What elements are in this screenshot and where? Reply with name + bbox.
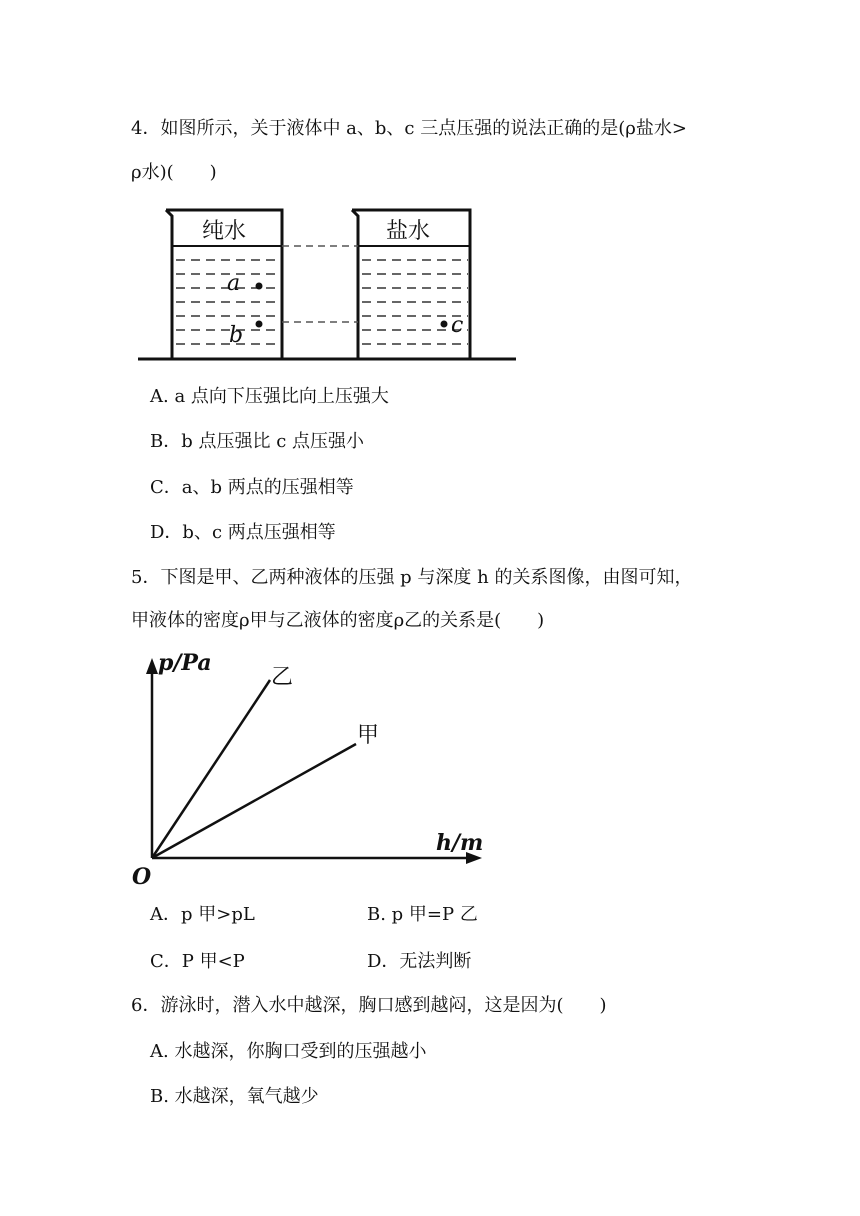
q6-option-a[interactable]: A. 水越深，你胸口受到的压强越小	[150, 1041, 427, 1062]
point-b-dot	[256, 321, 263, 328]
point-a-dot	[256, 283, 263, 290]
q6-stem-line1: 6．游泳时，潜入水中越深，胸口感到越闷，这是因为( )	[131, 995, 607, 1016]
salt-water-label: 盐水	[386, 219, 431, 244]
q4-option-a[interactable]: A. a 点向下压强比向上压强大	[150, 386, 389, 407]
point-c-label: c	[451, 313, 464, 338]
x-axis-label: h/m	[436, 830, 484, 856]
point-c-dot	[441, 321, 448, 328]
q4-stem-line2: ρ水)( )	[131, 162, 217, 183]
series-jia-label: 甲	[357, 723, 380, 748]
q4-beakers-figure	[132, 200, 546, 370]
pure-water-label: 纯水	[202, 219, 247, 244]
origin-label: O	[132, 864, 152, 890]
q5-option-d[interactable]: D．无法判断	[367, 951, 472, 972]
q4-stem-line1: 4．如图所示，关于液体中 a、b、c 三点压强的说法正确的是(ρ盐水>	[131, 118, 687, 139]
q5-stem-line1: 5．下图是甲、乙两种液体的压强 p 与深度 h 的关系图像，由图可知，	[131, 567, 693, 588]
point-a-label: a	[227, 271, 241, 296]
q5-option-c[interactable]: C．P 甲<P	[150, 951, 245, 972]
q4-option-b[interactable]: B．b 点压强比 c 点压强小	[150, 431, 364, 452]
series-yi-label: 乙	[271, 665, 294, 690]
q5-stem-line2: 甲液体的密度ρ甲与乙液体的密度ρ乙的关系是( )	[131, 610, 545, 631]
q4-option-d[interactable]: D．b、c 两点压强相等	[150, 522, 336, 543]
y-axis-label: p/Pa	[158, 650, 212, 676]
series-jia-line	[152, 744, 356, 858]
q5-pressure-depth-chart	[130, 646, 496, 890]
q5-option-a[interactable]: A．p 甲>pL	[150, 904, 255, 925]
y-axis-arrow	[146, 658, 158, 674]
q5-option-b[interactable]: B. p 甲=P 乙	[367, 904, 478, 925]
q6-option-b[interactable]: B. 水越深，氧气越少	[150, 1086, 319, 1107]
q4-option-c[interactable]: C．a、b 两点的压强相等	[150, 477, 354, 498]
point-b-label: b	[229, 323, 244, 348]
series-yi-line	[152, 680, 270, 858]
